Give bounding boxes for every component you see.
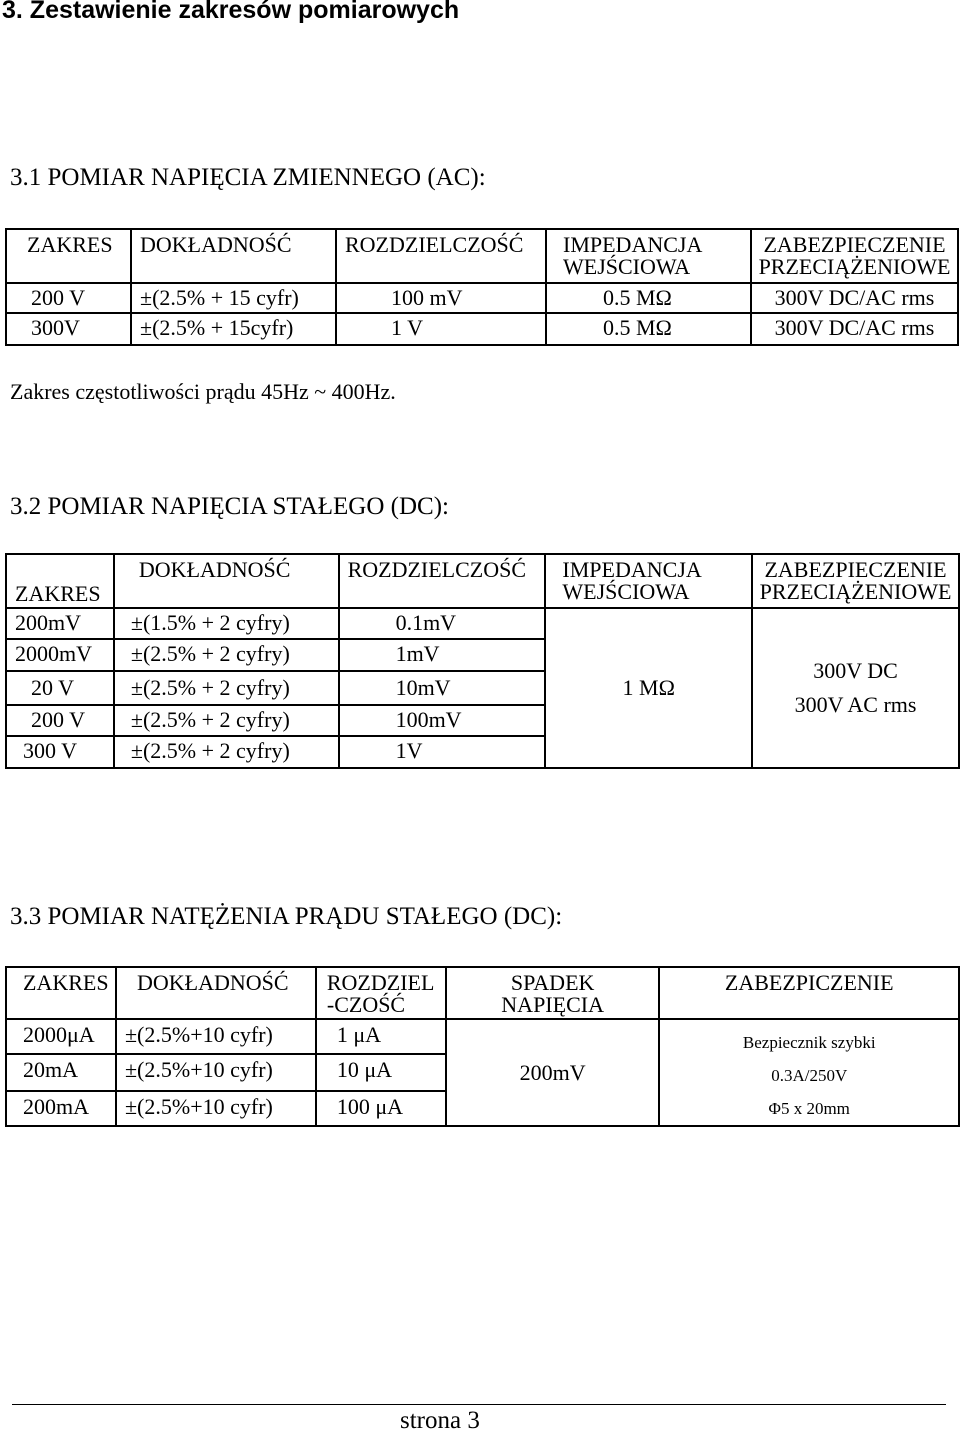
table-header-row (6, 554, 959, 608)
document-heading: 3. Zestawienie zakresów pomiarowych (2, 0, 460, 24)
table-row (6, 283, 958, 313)
footer-divider (12, 1404, 946, 1405)
col-header-protection: ZABEZPIECZENIE (764, 557, 947, 582)
table-row (6, 1019, 959, 1054)
dc-voltage-table (5, 553, 960, 769)
ac-voltage-table (5, 228, 959, 346)
accuracy-cell: ±(2.5% + 15cyfr) (140, 315, 294, 340)
accuracy-cell: ±(2.5%+10 cyfr) (124, 1056, 273, 1082)
fuse-type: Bezpiecznik szybki (742, 1033, 876, 1052)
section-title-ac: 3.1 POMIAR NAPIĘCIA ZMIENNEGO (AC): (10, 164, 486, 191)
fuse-size: Φ5 x 20mm (768, 1099, 850, 1118)
protection-cell: 300V DC/AC rms (774, 285, 935, 310)
range-cell: 300V (31, 315, 80, 340)
range-cell: 2000μA (23, 1022, 95, 1047)
col-header-accuracy: DOKŁADNOŚĆ (140, 232, 292, 257)
accuracy-cell: ±(2.5% + 2 cyfry) (130, 738, 290, 763)
col-header-resolution: ROZDZIELCZOŚĆ (347, 557, 527, 582)
col-header-impedance: IMPEDANCJA (563, 232, 703, 257)
table-header-row (6, 229, 958, 283)
resolution-cell: 0.1mV (395, 610, 457, 635)
page-number: strona 3 (400, 1407, 480, 1434)
range-cell: 2000mV (15, 641, 92, 666)
protection-ac-value: 300V AC rms (794, 692, 917, 717)
voltage-drop-value: 200mV (519, 1059, 586, 1085)
impedance-cell: 0.5 MΩ (603, 315, 672, 340)
fuse-rating: 0.3A/250V (771, 1066, 848, 1085)
section-title-dc: 3.2 POMIAR NAPIĘCIA STAŁEGO (DC): (10, 493, 449, 520)
resolution-cell: 100 μA (336, 1094, 404, 1120)
col-header-protection-2: PRZECIĄŻENIOWE (758, 254, 951, 279)
resolution-cell: 1 μA (336, 1022, 382, 1047)
table-row (6, 313, 958, 345)
range-cell: 300 V (23, 738, 77, 763)
col-header-voltage-drop: SPADEK (510, 970, 595, 995)
col-header-accuracy: DOKŁADNOŚĆ (136, 970, 289, 995)
frequency-note: Zakres częstotliwości prądu 45Hz ~ 400Hz. (10, 379, 396, 404)
range-cell: 20 V (31, 675, 74, 700)
accuracy-cell: ±(1.5% + 2 cyfry) (130, 610, 290, 635)
accuracy-cell: ±(2.5% + 2 cyfry) (130, 707, 290, 732)
resolution-cell: 10 μA (336, 1056, 393, 1082)
table-row (6, 608, 959, 639)
resolution-cell: 1 V (391, 315, 423, 340)
range-cell: 200mV (15, 610, 81, 635)
col-header-resolution-2: -CZOŚĆ (326, 992, 406, 1017)
col-header-impedance: IMPEDANCJA (562, 557, 702, 582)
col-header-resolution: ROZDZIELCZOŚĆ (345, 232, 524, 257)
resolution-cell: 1mV (395, 641, 440, 666)
accuracy-cell: ±(2.5%+10 cyfr) (124, 1022, 273, 1047)
range-cell: 200 V (31, 707, 85, 732)
protection-cell: 300V DC/AC rms (774, 315, 935, 340)
col-header-impedance-2: WEJŚCIOWA (563, 254, 691, 279)
col-header-accuracy: DOKŁADNOŚĆ (138, 557, 291, 582)
col-header-impedance-2: WEJŚCIOWA (562, 579, 690, 604)
resolution-cell: 10mV (395, 675, 451, 700)
resolution-cell: 1V (395, 738, 423, 763)
col-header-range: ZAKRES (15, 581, 101, 606)
col-header-range: ZAKRES (27, 232, 113, 257)
col-header-resolution: ROZDZIEL (326, 970, 435, 995)
col-header-protection: ZABEZPIECZENIE (763, 232, 946, 257)
col-header-protection: ZABEZPICZENIE (724, 970, 894, 995)
resolution-cell: 100 mV (391, 285, 463, 310)
resolution-cell: 100mV (395, 707, 462, 732)
impedance-cell: 0.5 MΩ (603, 285, 672, 310)
input-impedance-value: 1 MΩ (622, 675, 675, 700)
range-cell: 20mA (23, 1056, 78, 1082)
col-header-range: ZAKRES (23, 970, 109, 995)
range-cell: 200mA (23, 1094, 89, 1120)
protection-dc-value: 300V DC (813, 658, 898, 683)
range-cell: 200 V (31, 285, 85, 310)
table-header-row (6, 967, 959, 1019)
accuracy-cell: ±(2.5% + 2 cyfry) (130, 675, 290, 700)
accuracy-cell: ±(2.5%+10 cyfr) (124, 1094, 273, 1120)
section-title-current: 3.3 POMIAR NATĘŻENIA PRĄDU STAŁEGO (DC): (10, 903, 563, 930)
dc-current-table (5, 966, 960, 1127)
col-header-voltage-drop-2: NAPIĘCIA (501, 992, 604, 1017)
col-header-protection-2: PRZECIĄŻENIOWE (759, 579, 952, 604)
accuracy-cell: ±(2.5% + 2 cyfry) (130, 641, 290, 666)
accuracy-cell: ±(2.5% + 15 cyfr) (140, 285, 299, 310)
